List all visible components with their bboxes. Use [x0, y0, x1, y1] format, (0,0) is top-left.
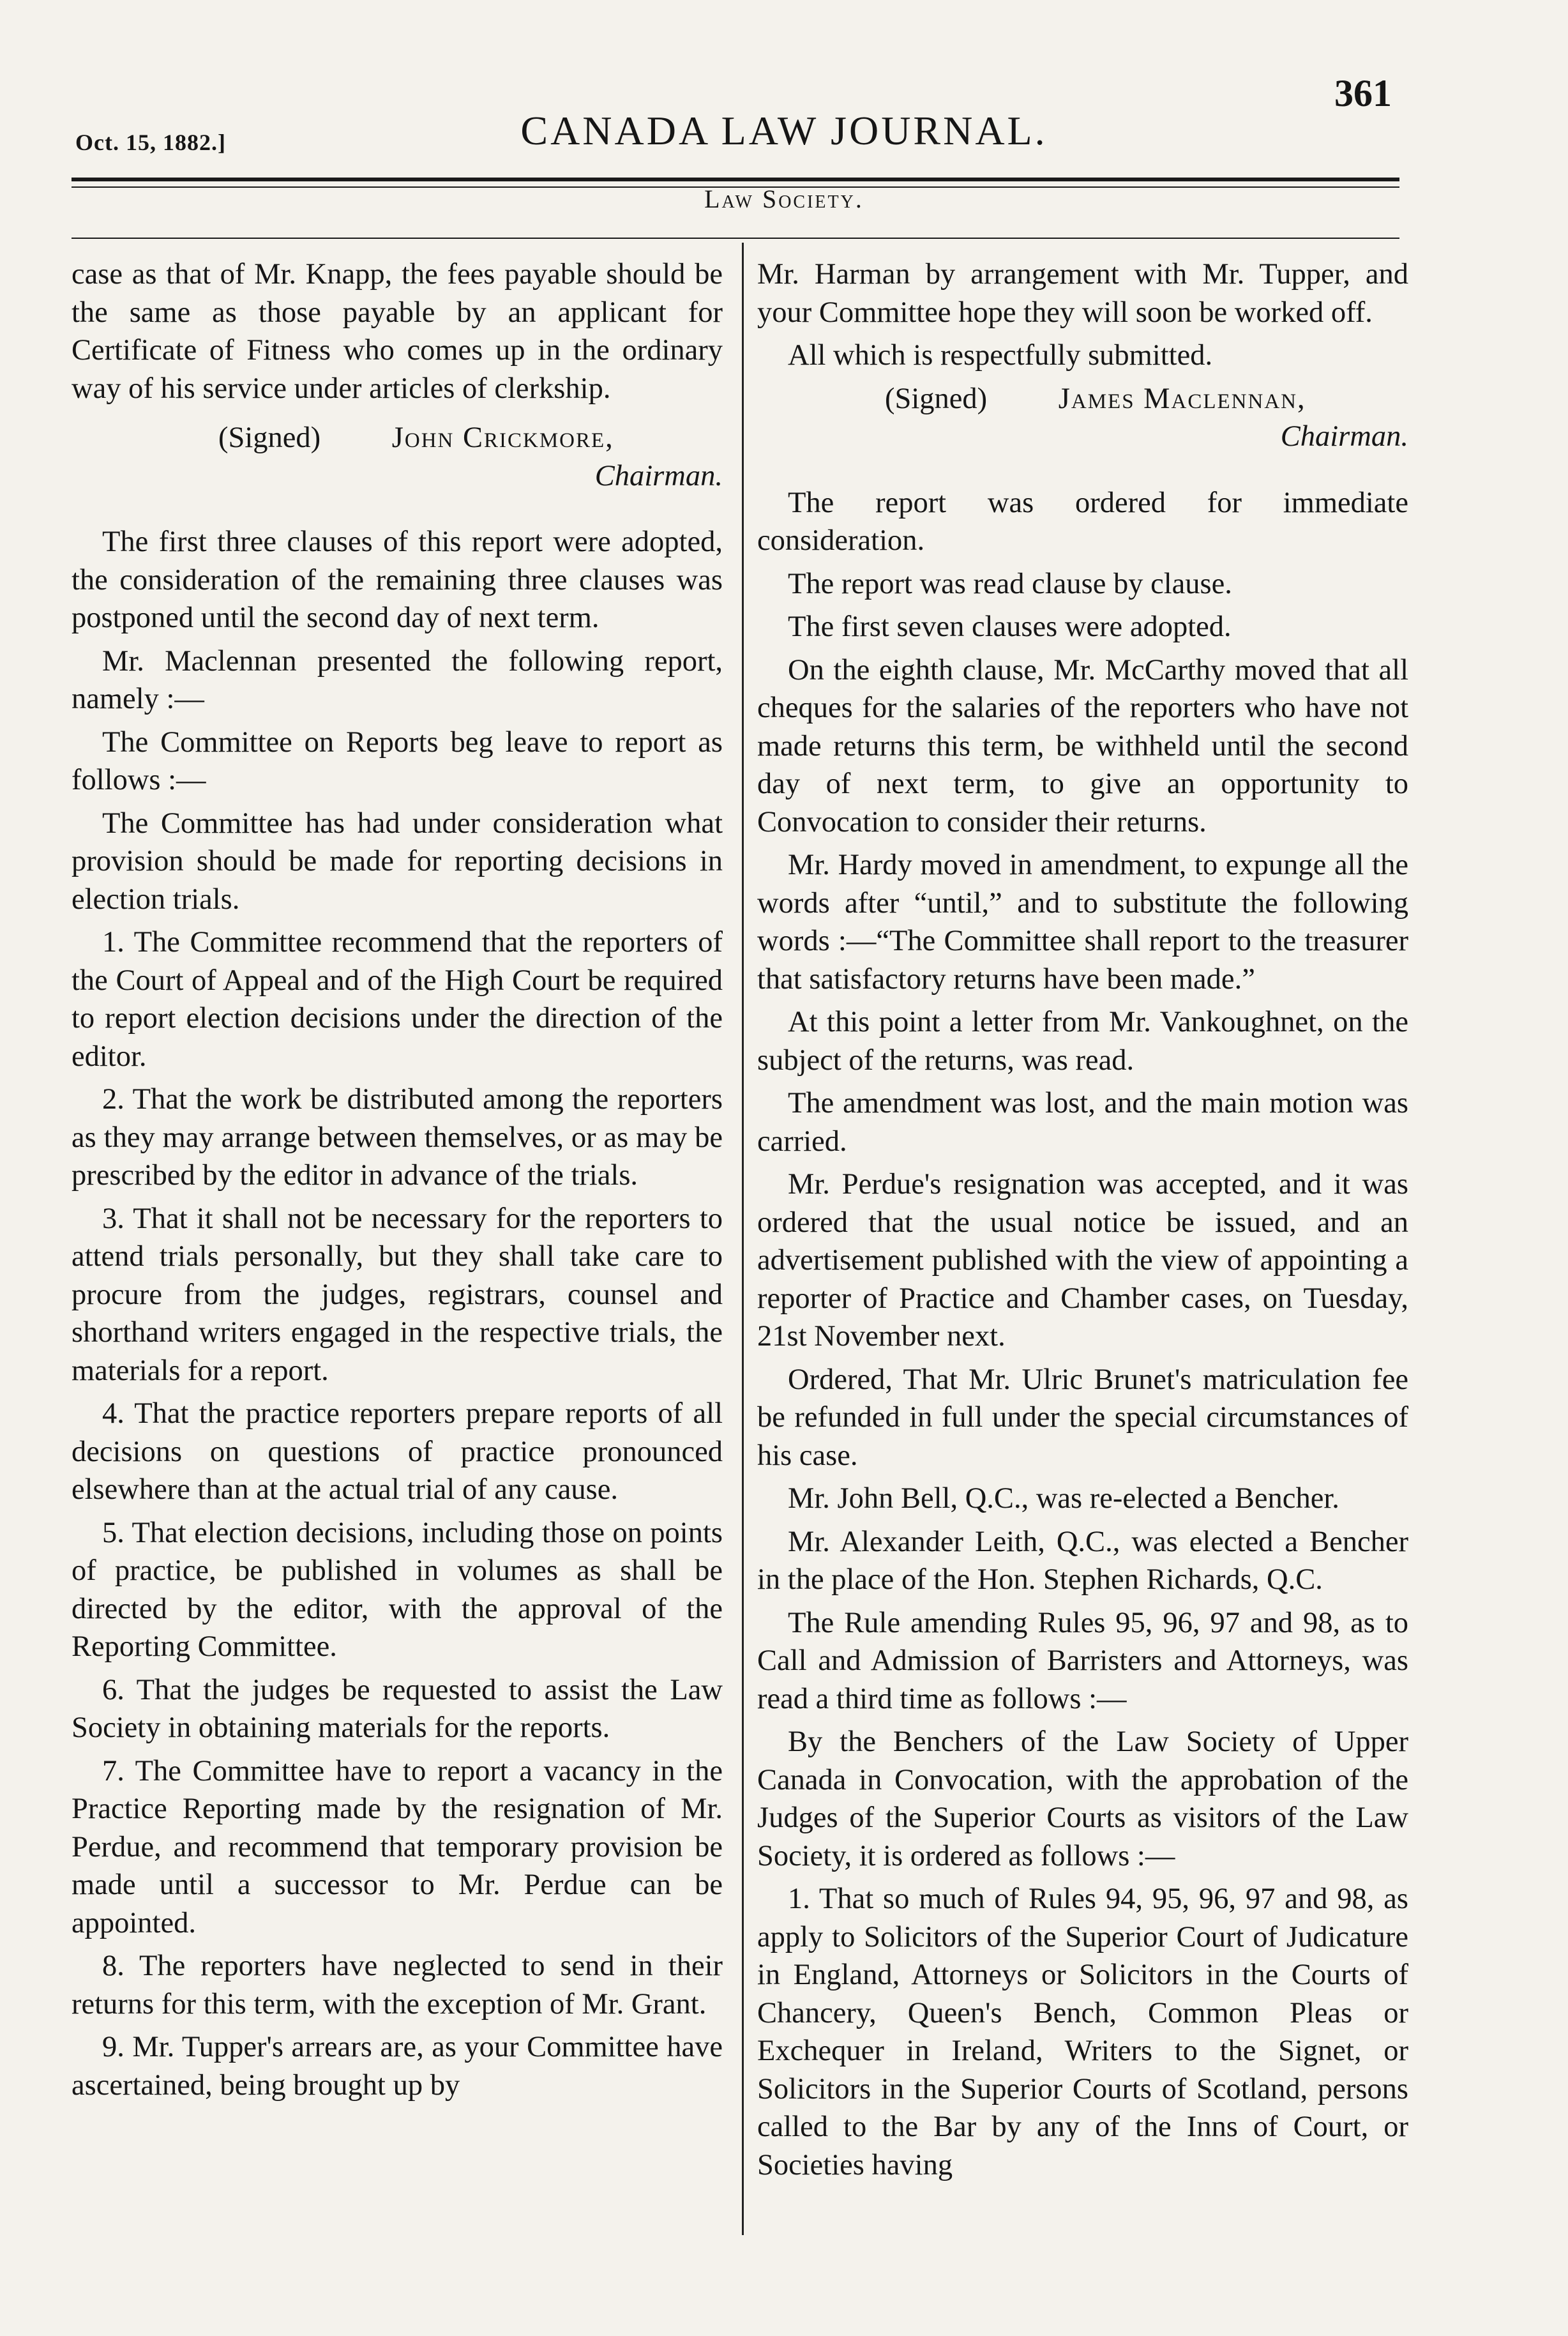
left-signature-title: Chairman. — [594, 459, 723, 492]
paragraph: The Rule amending Rules 95, 96, 97 and 98, as to Call and Admission of Barristers and Attorneys, was read a third time as follows :— — [757, 1606, 1408, 1715]
right-intro-paragraph: Mr. Harman by arrangement with Mr. Tupper, and your Committee hope they will soon be worked off. — [757, 258, 1408, 329]
paragraph: 7. The Committee have to report a vacancy in the Practice Reporting made by the resignation of Mr. Perdue, and recommend that temporary provision be made until a successor to Mr. Perdue can be appointed. — [72, 1754, 723, 1939]
paragraph: 6. That the judges be requested to assist the Law Society in obtaining materials for the reports. — [72, 1673, 723, 1744]
paragraph: 4. That the practice reporters prepare reports of all decisions on questions of practice pronounced elsewhere than at the actual trial of any cause. — [72, 1397, 723, 1506]
paragraph: The Committee on Reports beg leave to report as follows :— — [72, 725, 723, 796]
paragraph: The report was read clause by clause. — [788, 567, 1232, 600]
paragraph: The Committee has had under consideration what provision should be made for reporting decisions in election trials. — [72, 807, 723, 916]
column-divider — [742, 243, 744, 2235]
paragraph: The amendment was lost, and the main motion was carried. — [757, 1087, 1408, 1158]
right-signature — [757, 380, 1408, 418]
paragraph: Mr. Alexander Leith, Q.C., was elected a Bencher in the place of the Hon. Stephen Richards, Q.C. — [757, 1525, 1408, 1596]
paragraph: 3. That it shall not be necessary for the reporters to attend trials personally, but they shall take care to procure from the judges, registrars, counsel and shorthand writers engaged in the respective trials, the materials for a report. — [72, 1202, 723, 1387]
paragraph: Mr. Hardy moved in amendment, to expunge all the words after “until,” and to substitute the following words :—“The Committee shall report to the treasurer that satisfactory returns have been made.” — [757, 849, 1408, 996]
paragraph: 8. The reporters have neglected to send in their returns for this term, with the exception of Mr. Grant. — [72, 1950, 723, 2021]
paragraph: The first three clauses of this report were adopted, the consideration of the remaining three clauses was postponed until the second day of next term. — [72, 526, 723, 634]
journal-title: CANADA LAW JOURNAL. — [520, 108, 1048, 153]
paragraph: Ordered, That Mr. Ulric Brunet's matriculation fee be refunded in full under the special circumstances of his case. — [757, 1363, 1408, 1472]
paragraph: Mr. Maclennan presented the following report, namely :— — [72, 644, 723, 715]
left-column — [72, 255, 723, 2109]
paragraph: 1. The Committee recommend that the reporters of the Court of Appeal and of the High Court be required to report election decisions under the direction of the editor. — [72, 926, 723, 1073]
page-number: 361 — [1334, 72, 1392, 114]
left-signature-name: John Crickmore, — [391, 421, 614, 454]
right-signature-title: Chairman. — [1280, 420, 1408, 453]
paragraph: 2. That the work be distributed among the reporters as they may arrange between themselves, or as may be prescribed by the editor in advance of the trials. — [72, 1083, 723, 1192]
right-signature-name: James Maclennan, — [1058, 382, 1306, 415]
running-head: Law Society. — [704, 185, 864, 213]
header-rule-thick — [72, 178, 1399, 181]
paragraph: Mr. Perdue's resignation was accepted, and it was ordered that the usual notice be issued, and an advertisement published with the view of appointing a reporter of Practice and Chamber cases, on Tuesday, 21st November next. — [757, 1168, 1408, 1353]
paragraph: At this point a letter from Mr. Vankoughnet, on the subject of the returns, was read. — [757, 1006, 1408, 1077]
submitted-line: All which is respectfully submitted. — [788, 339, 1213, 372]
paragraph: Mr. John Bell, Q.C., was re-elected a Bencher. — [788, 1482, 1339, 1515]
paragraph: 5. That election decisions, including those on points of practice, be published in volumes as shall be directed by the editor, with the approval of the Reporting Committee. — [72, 1516, 723, 1663]
paragraph: The report was ordered for immediate consideration. — [757, 486, 1408, 557]
left-intro-paragraph: case as that of Mr. Knapp, the fees payable should be the same as those payable by an applicant for Certificate of Fitness who comes up in the ordinary way of his service under articles of clerkship. — [72, 258, 723, 405]
left-signature-signed: (Signed) — [218, 421, 321, 454]
paragraph: 9. Mr. Tupper's arrears are, as your Committee have ascertained, being brought up by — [72, 2031, 723, 2102]
running-head-rule — [72, 238, 1399, 239]
paragraph: By the Benchers of the Law Society of Upper Canada in Convocation, with the approbation of the Judges of the Superior Courts as visitors of the Law Society, it is ordered as follows :— — [757, 1725, 1408, 1872]
issue-date: Oct. 15, 1882.] — [75, 130, 226, 155]
paragraph: The first seven clauses were adopted. — [788, 611, 1232, 643]
right-signature-signed: (Signed) — [885, 382, 988, 415]
right-column — [757, 255, 1408, 2189]
paragraph: On the eighth clause, Mr. McCarthy moved that all cheques for the salaries of the reporters who have not made returns this term, be withheld until the second day of next term, to give an opportunity to Convocation to consider their returns. — [757, 653, 1408, 838]
paragraph: 1. That so much of Rules 94, 95, 96, 97 and 98, as apply to Solicitors of the Superior Court of Judicature in England, Attorneys or Solicitors in the Courts of Chancery, Queen's Bench, Common Pleas or Exchequer in Ireland, Writers to the Signet, or Solicitors in the Superior Courts of Scotland, persons called to the Bar by any of the Inns of Court, or Societies having — [757, 1883, 1408, 2181]
left-signature — [72, 419, 723, 457]
